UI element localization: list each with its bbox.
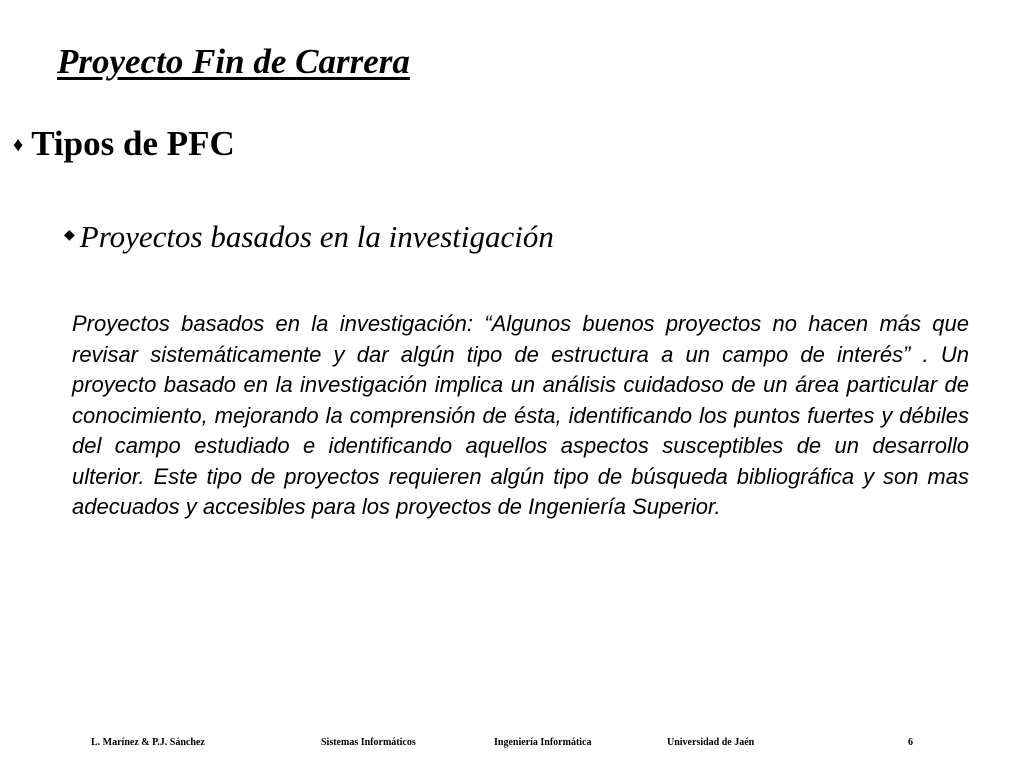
diamond-bullet-small-icon: ◆ bbox=[64, 228, 75, 243]
bullet-level1 bbox=[13, 124, 235, 164]
footer-course: Sistemas Informáticos bbox=[321, 737, 416, 748]
slide-title: Proyecto Fin de Carrera bbox=[57, 42, 410, 81]
footer-authors: L. Marínez & P.J. Sánchez bbox=[91, 737, 205, 748]
body-paragraph: Proyectos basados en la investigación: “Algunos buenos proyectos no hacen más que revisar sistemáticamente y dar algún tipo de estructura a un campo de interés” . Un proyecto basado en la investigación implica un análisis cuidadoso de un área particular de conocimiento, mejorando la comprensión de ésta, identificando los puntos fuertes y débiles del campo estudiado e identificando aquellos aspectos susceptibles de un desarrollo ulterior. Este tipo de proyectos requieren algún tipo de búsqueda bibliográfica y son mas adecuados y accesibles para los proyectos de Ingeniería Superior. bbox=[72, 311, 969, 519]
footer-page-number: 6 bbox=[908, 737, 913, 748]
bullet-level1-text: Tipos de PFC bbox=[31, 124, 235, 163]
bullet-level2 bbox=[64, 219, 554, 255]
footer-university: Universidad de Jaén bbox=[667, 737, 755, 748]
bullet-level2-text: Proyectos basados en la investigación bbox=[79, 219, 554, 254]
diamond-bullet-icon: ♦ bbox=[13, 134, 24, 156]
footer-degree: Ingeniería Informática bbox=[494, 737, 592, 748]
